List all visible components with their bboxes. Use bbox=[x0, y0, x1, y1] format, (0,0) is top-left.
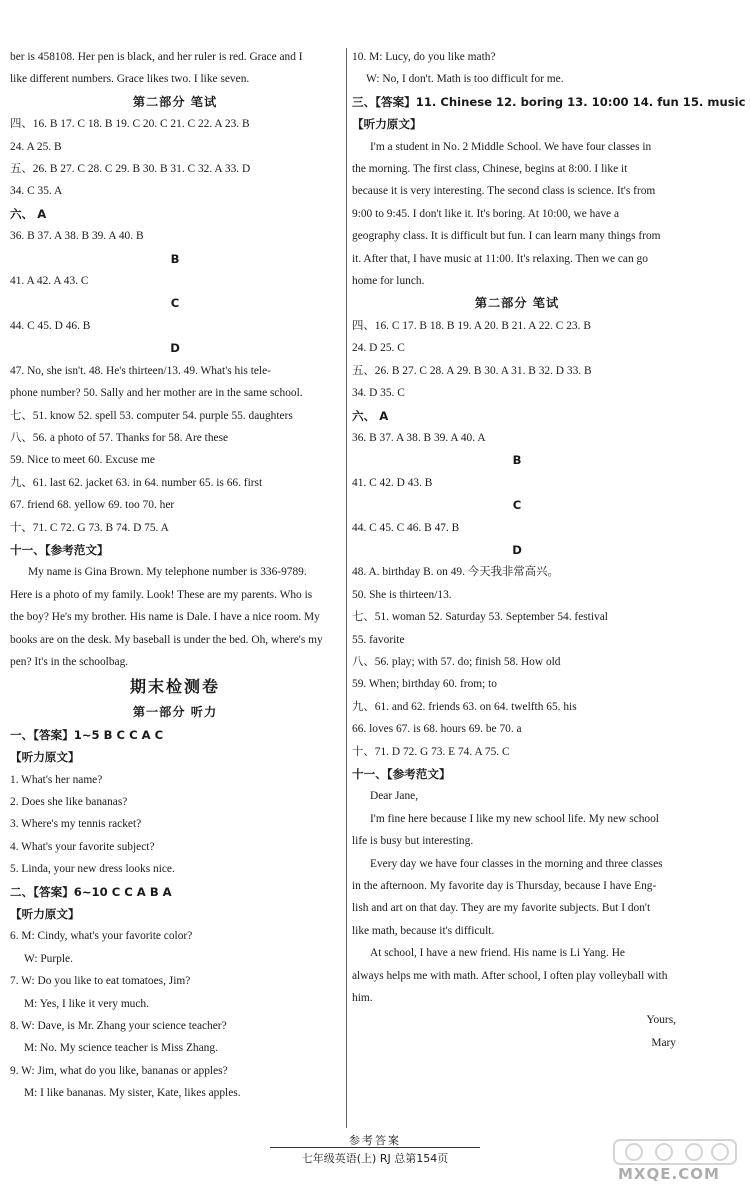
right-column-line: because it is very interesting. The second class is science. It's from bbox=[352, 185, 656, 198]
left-column-line: 3. Where's my tennis racket? bbox=[10, 818, 142, 831]
left-column-line: 2. Does she like bananas? bbox=[10, 796, 128, 808]
right-column-line: Every day we have four classes in the morning and three classes bbox=[370, 857, 663, 870]
left-column-line: 9. W: Jim, what do you like, bananas or apples? bbox=[10, 1064, 228, 1077]
right-column-line: 【听力原文】 bbox=[352, 117, 422, 132]
column-divider bbox=[346, 48, 347, 1128]
right-column-line: 59. When; birthday 60. from; to bbox=[352, 678, 497, 691]
right-column-line: 41. C 42. D 43. B bbox=[352, 476, 433, 489]
right-column-line: I'm a student in No. 2 Middle School. We have four classes in bbox=[370, 140, 652, 153]
left-column-line: 24. A 25. B bbox=[10, 140, 62, 153]
right-column-line: 十、71. D 72. G 73. E 74. A 75. C bbox=[352, 745, 510, 758]
right-column-line: geography class. It is difficult but fun. I can learn many things from bbox=[352, 230, 661, 243]
left-column-line: pen? It's in the schoolbag. bbox=[10, 655, 129, 668]
left-column-line: like different numbers. Grace likes two. I like seven. bbox=[10, 73, 250, 86]
left-column-line: 7. W: Do you like to eat tomatoes, Jim? bbox=[10, 975, 191, 988]
left-column-line: D bbox=[170, 341, 180, 356]
left-column-line: 六、 A bbox=[10, 206, 47, 221]
left-column-line: 67. friend 68. yellow 69. too 70. her bbox=[10, 499, 175, 512]
right-column-line: 66. loves 67. is 68. hours 69. be 70. a bbox=[352, 723, 522, 736]
right-column-line: always helps me with math. After school, I often play volleyball with bbox=[352, 969, 668, 982]
left-column-line: 4. What's your favorite subject? bbox=[10, 840, 155, 853]
left-column bbox=[10, 46, 340, 1105]
right-column-line: 24. D 25. C bbox=[352, 342, 405, 355]
left-column-line: 【听力原文】 bbox=[10, 907, 80, 922]
left-column-line: 四、16. B 17. C 18. B 19. C 20. C 21. C 22. A 23. B bbox=[10, 118, 250, 131]
right-column-line: 9:00 to 9:45. I don't like it. It's boring. At 10:00, we have a bbox=[352, 207, 620, 220]
right-column-line: in the afternoon. My favorite day is Thursday, because I have Eng- bbox=[352, 880, 657, 893]
right-column-line: 八、56. play; with 57. do; finish 58. How old bbox=[352, 655, 561, 668]
right-column-line: the morning. The first class, Chinese, begins at 8:00. I like it bbox=[352, 163, 628, 176]
left-column-line: Here is a photo of my family. Look! These are my parents. Who is bbox=[10, 588, 313, 601]
right-column-line: 四、16. C 17. B 18. B 19. A 20. B 21. A 22. C 23. B bbox=[352, 319, 591, 332]
left-column-line: M: No. My science teacher is Miss Zhang. bbox=[24, 1042, 218, 1055]
right-column-line: life is busy but interesting. bbox=[352, 835, 474, 848]
left-column-line: My name is Gina Brown. My telephone number is 336-9789. bbox=[28, 566, 307, 579]
footer-rule bbox=[270, 1147, 480, 1148]
left-column-line: phone number? 50. Sally and her mother are in the same school. bbox=[10, 387, 303, 400]
right-column-line: 55. favorite bbox=[352, 633, 405, 646]
left-column-line: 47. No, she isn't. 48. He's thirteen/13. 49. What's his tele- bbox=[10, 364, 271, 377]
left-column-line: W: Purple. bbox=[24, 952, 73, 965]
left-column-line: 十一、【参考范文】 bbox=[10, 542, 109, 557]
left-column-line: ber is 458108. Her pen is black, and her ruler is red. Grace and I bbox=[10, 51, 303, 63]
watermark-text: MXQE.COM bbox=[618, 1165, 720, 1183]
left-column-line: 期末检测卷 bbox=[129, 677, 220, 697]
left-column-line: 44. C 45. D 46. B bbox=[10, 319, 91, 332]
right-column-line: 十一、【参考范文】 bbox=[352, 767, 451, 781]
left-column-line: 41. A 42. A 43. C bbox=[10, 275, 89, 288]
left-column-line: 二、【答案】6~10 C C A B A bbox=[10, 884, 172, 899]
right-column-line: 五、26. B 27. C 28. A 29. B 30. A 31. B 32. D 33. B bbox=[352, 364, 592, 377]
left-column-line: 8. W: Dave, is Mr. Zhang your science teacher? bbox=[10, 1020, 227, 1033]
right-column-line: home for lunch. bbox=[352, 275, 425, 288]
left-column-line: M: Yes, I like it very much. bbox=[24, 997, 149, 1010]
left-column-line: 36. B 37. A 38. B 39. A 40. B bbox=[10, 230, 144, 243]
left-column-line: 5. Linda, your new dress looks nice. bbox=[10, 863, 175, 876]
left-column-line: 八、56. a photo of 57. Thanks for 58. Are these bbox=[10, 431, 229, 444]
right-column-line: like math, because it's difficult. bbox=[352, 924, 495, 937]
left-column-line: 第一部分 听力 bbox=[132, 705, 218, 720]
left-column-line: 七、51. know 52. spell 53. computer 54. purple 55. daughters bbox=[10, 409, 293, 422]
right-column-line: it. After that, I have music at 11:00. It's relaxing. Then we can go bbox=[352, 252, 648, 265]
right-column-line: 第二部分 笔试 bbox=[474, 296, 560, 311]
right-column-line: 48. A. birthday B. on 49. 今天我非常高兴。 bbox=[352, 566, 559, 579]
left-column-line: 59. Nice to meet 60. Excuse me bbox=[10, 454, 155, 467]
right-column-line: lish and art on that day. They are my favorite subjects. But I don't bbox=[352, 902, 651, 915]
left-column-line: 第二部分 笔试 bbox=[132, 94, 218, 109]
right-column-line: B bbox=[512, 453, 522, 468]
right-column-line: 三、【答案】11. Chinese 12. boring 13. 10:00 14. fun 15. music bbox=[352, 94, 746, 109]
left-column-line: 34. C 35. A bbox=[10, 185, 63, 198]
left-column-line: books are on the desk. My baseball is under the bed. Oh, where's my bbox=[10, 633, 323, 646]
right-column-line: 34. D 35. C bbox=[352, 387, 405, 400]
right-column-line: At school, I have a new friend. His name is Li Yang. He bbox=[370, 947, 625, 960]
right-column-line: Yours, bbox=[646, 1014, 676, 1027]
right-column-line: 50. She is thirteen/13. bbox=[352, 588, 452, 601]
right-column-line: Mary bbox=[651, 1036, 676, 1049]
right-column-line: him. bbox=[352, 992, 373, 1005]
right-column-line: 10. M: Lucy, do you like math? bbox=[352, 51, 496, 63]
right-column-line: 七、51. woman 52. Saturday 53. September 54. festival bbox=[352, 611, 608, 624]
left-column-line: 6. M: Cindy, what's your favorite color? bbox=[10, 930, 193, 943]
right-column-line: Dear Jane, bbox=[370, 790, 419, 803]
left-column-line: 1. What's her name? bbox=[10, 773, 103, 786]
right-column-line: 六、 A bbox=[352, 408, 389, 423]
right-column-line: 36. B 37. A 38. B 39. A 40. A bbox=[352, 431, 486, 444]
footer-title: 参考答案 bbox=[349, 1134, 401, 1147]
right-column-line: 44. C 45. C 46. B 47. B bbox=[352, 521, 460, 534]
left-column-line: M: I like bananas. My sister, Kate, likes apples. bbox=[24, 1087, 241, 1100]
left-column-line: B bbox=[170, 251, 180, 266]
right-column-line: I'm fine here because I like my new school life. My new school bbox=[370, 812, 659, 825]
left-column-line: 九、61. last 62. jacket 63. in 64. number 65. is 66. first bbox=[10, 476, 263, 489]
left-column-line: 五、26. B 27. C 28. C 29. B 30. B 31. C 32. A 33. D bbox=[10, 163, 251, 176]
footer-page-info: 七年级英语(上) RJ 总第154页 bbox=[301, 1152, 449, 1165]
left-column-line: the boy? He's my brother. His name is Dale. I have a nice room. My bbox=[10, 611, 320, 624]
right-column-line: W: No, I don't. Math is too difficult for me. bbox=[366, 73, 564, 86]
right-column bbox=[352, 46, 746, 1054]
right-column-line: D bbox=[512, 542, 522, 557]
right-column-line: 九、61. and 62. friends 63. on 64. twelfth 65. his bbox=[352, 700, 577, 713]
left-column-line: 一、【答案】1~5 B C C A C bbox=[10, 727, 164, 742]
left-column-line: 【听力原文】 bbox=[10, 750, 80, 765]
left-column-line: 十、71. C 72. G 73. B 74. D 75. A bbox=[10, 521, 169, 534]
left-column-line: C bbox=[170, 296, 180, 311]
right-column-line: C bbox=[512, 498, 522, 513]
